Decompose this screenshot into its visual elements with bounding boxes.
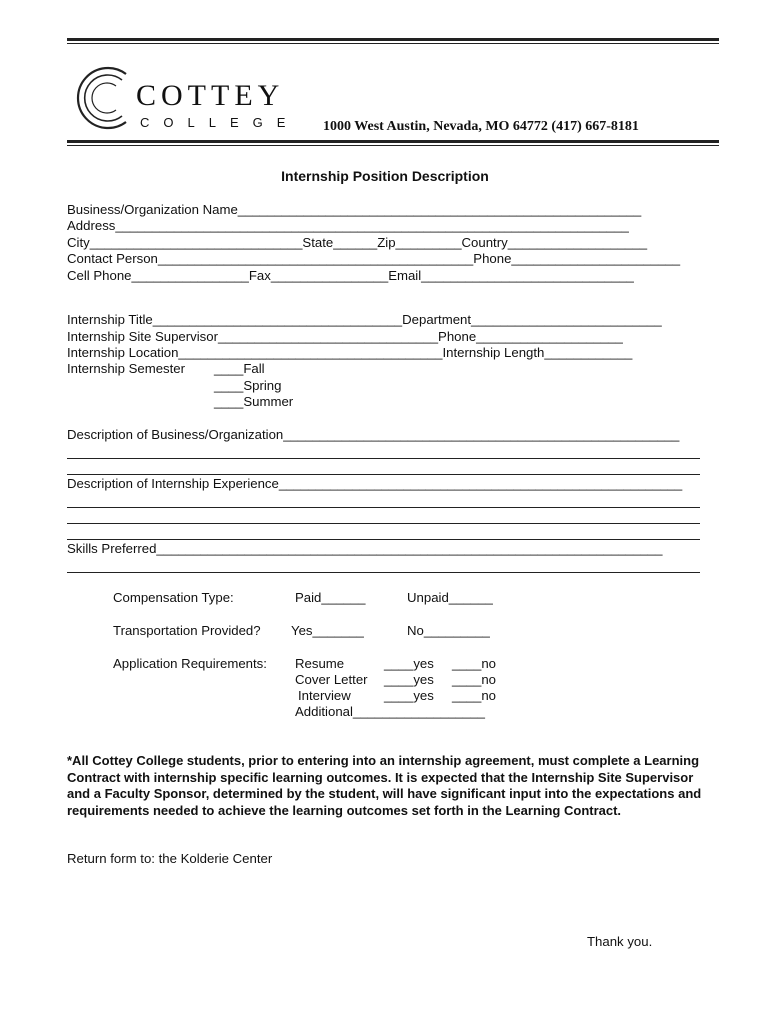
compensation-unpaid-option[interactable]: Unpaid______ [407,590,493,605]
address-field[interactable]: Address______________________________________________________________________ [67,218,629,233]
site-supervisor-phone-field[interactable]: Internship Site Supervisor______________________________Phone____________________ [67,329,623,344]
transportation-label: Transportation Provided? [113,623,261,638]
business-name-field[interactable]: Business/Organization Name_______________________________________________________ [67,202,642,217]
business-description-line[interactable] [67,474,700,475]
transportation-no-option[interactable]: No_________ [407,623,490,638]
requirement-interview-yes[interactable]: ____yes [384,688,434,703]
requirement-cover-letter-yes[interactable]: ____yes [384,672,434,687]
college-name: COTTEY [136,79,285,112]
learning-contract-notice: *All Cottey College students, prior to entering into an internship agreement, must complete a Learning Contract with internship specific learning outcomes. It is expected that the Internship Site Supervisor and a Faculty Sponsor, determined by the student, will have significant input into the expectations and requirements needed to achieve the learning outcomes set forth in the Learning Contract. [67,753,702,818]
compensation-label: Compensation Type: [113,590,234,605]
semester-option-summer[interactable]: ____Summer [214,394,294,409]
return-form-instructions: Return form to: the Kolderie Center [67,851,273,866]
requirement-interview-no[interactable]: ____no [452,688,497,703]
requirement-resume-no[interactable]: ____no [452,656,497,671]
skills-preferred-line[interactable] [67,572,700,573]
experience-description-line[interactable] [67,539,700,540]
college-address: 1000 West Austin, Nevada, MO 64772 (417) 667-8181 [323,119,639,134]
college-logo-icon [66,60,138,136]
header-rule-top [67,38,719,41]
experience-description-field[interactable]: Description of Internship Experience_______________________________________________________ [67,476,683,491]
requirement-cover-letter-no[interactable]: ____no [452,672,497,687]
header-rule-bottom-thin [67,145,719,146]
closing-thank-you: Thank you. [587,934,653,949]
requirement-resume-label: Resume [295,656,345,671]
skills-preferred-field[interactable]: Skills Preferred_____________________________________________________________________ [67,541,663,556]
form-title: Internship Position Description [281,168,489,184]
requirement-cover-letter-label: Cover Letter [295,672,368,687]
internship-title-department-field[interactable]: Internship Title__________________________________Department__________________________ [67,312,662,327]
college-subtitle: COLLEGE [140,115,300,130]
header-rule-bottom [67,140,719,143]
experience-description-line[interactable] [67,523,700,524]
experience-description-line[interactable] [67,507,700,508]
business-description-field[interactable]: Description of Business/Organization______________________________________________________ [67,427,680,442]
requirement-resume-yes[interactable]: ____yes [384,656,434,671]
semester-label: Internship Semester [67,361,186,376]
contact-person-phone-field[interactable]: Contact Person___________________________________________Phone_______________________ [67,251,681,266]
requirement-interview-label: Interview [298,688,351,703]
requirement-additional-field[interactable]: Additional__________________ [295,704,485,719]
semester-option-spring[interactable]: ____Spring [214,378,282,393]
header-rule-top-thin [67,43,719,44]
city-state-zip-country-field[interactable]: City_____________________________State______Zip_________Country___________________ [67,235,648,250]
business-description-line[interactable] [67,458,700,459]
location-length-field[interactable]: Internship Location____________________________________Internship Length____________ [67,345,633,360]
semester-option-fall[interactable]: ____Fall [214,361,265,376]
cell-fax-email-field[interactable]: Cell Phone________________Fax________________Email_____________________________ [67,268,634,283]
transportation-yes-option[interactable]: Yes_______ [291,623,364,638]
compensation-paid-option[interactable]: Paid______ [295,590,366,605]
requirements-label: Application Requirements: [113,656,267,671]
